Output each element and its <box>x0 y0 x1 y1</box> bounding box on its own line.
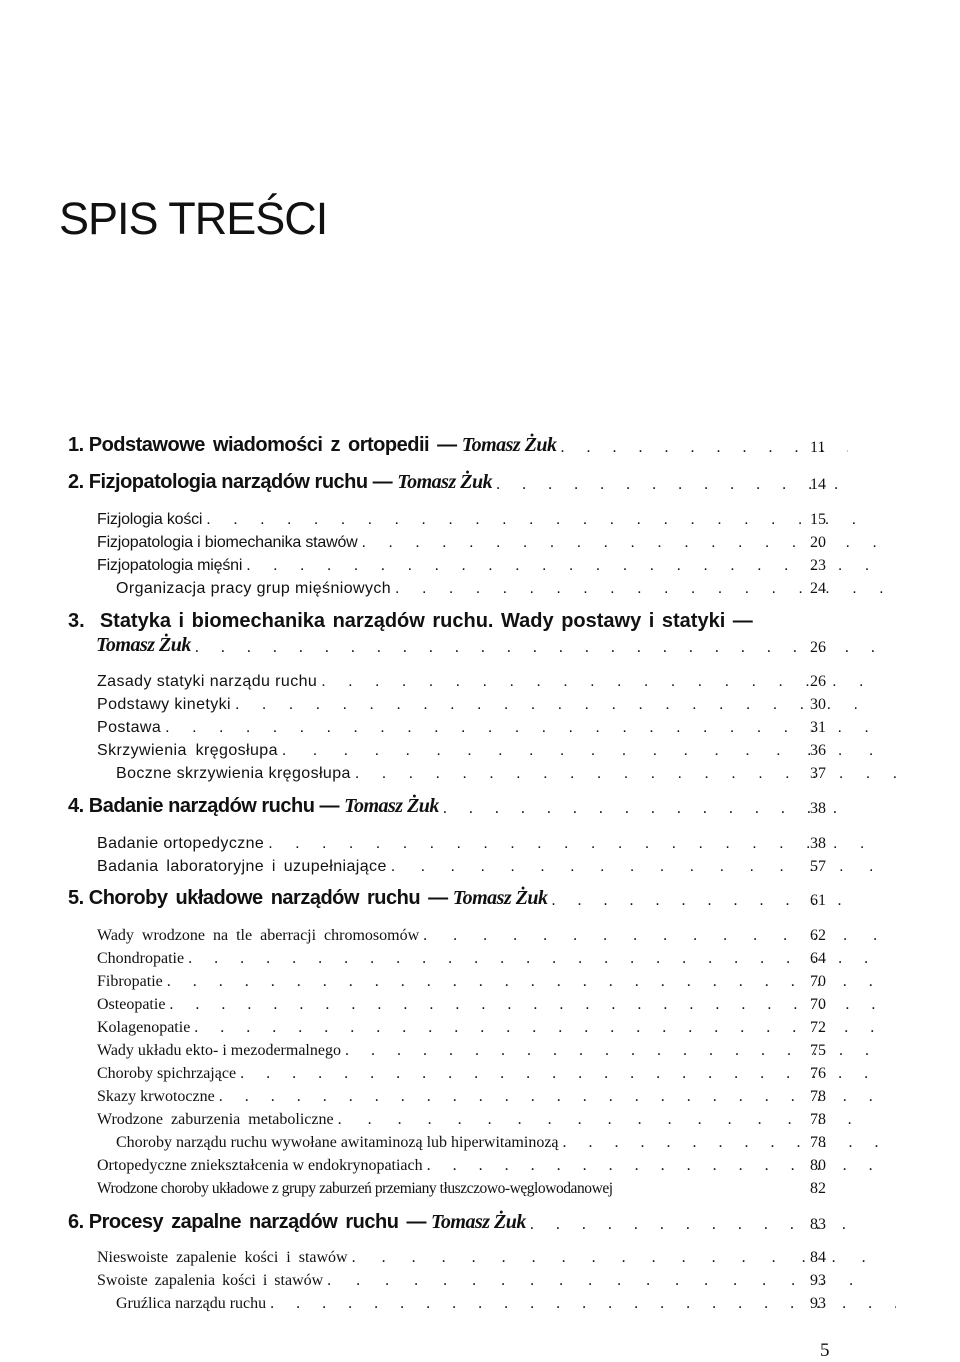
section-title: Wrodzone zaburzenia metaboliczne <box>97 1111 334 1128</box>
toc-subsection[interactable] <box>0 1129 960 1153</box>
chapter-title: Statyka i biomechanika narządów ruchu. Wady postawy i statyki — <box>99 610 753 632</box>
toc-subsection[interactable] <box>0 575 960 599</box>
section-title: Zasady statyki narządu ruchu <box>97 673 318 690</box>
chapter-number: 1. <box>68 434 84 456</box>
chapter-page: 14 <box>810 476 826 493</box>
toc-section[interactable] <box>0 830 960 854</box>
dot-leader <box>195 638 876 658</box>
section-page: 36 <box>810 742 826 759</box>
section-title: Fizjopatologia i biomechanika stawów <box>97 534 358 551</box>
toc-chapter-3[interactable] <box>0 634 960 658</box>
dot-leader <box>188 949 877 969</box>
section-page: 20 <box>810 534 826 551</box>
dot-leader <box>362 533 878 553</box>
toc-section[interactable] <box>0 1060 960 1084</box>
toc-section[interactable] <box>0 968 960 992</box>
chapter-page: 83 <box>810 1216 826 1233</box>
dot-leader <box>321 672 877 692</box>
toc-section[interactable] <box>0 529 960 553</box>
section-title: Boczne skrzywienia kręgosłupa <box>116 765 351 782</box>
section-title: Wrodzone choroby układowe z grupy zaburzeń przemiany tłuszczowo-węglowodanowej <box>97 1180 613 1197</box>
toc-section[interactable] <box>0 1037 960 1061</box>
toc-chapter-6[interactable] <box>0 1211 960 1235</box>
section-page: 84 <box>810 1249 826 1266</box>
chapter-author: Tomasz Żuk <box>461 434 557 456</box>
dot-leader <box>345 1041 877 1061</box>
toc-section[interactable] <box>0 714 960 738</box>
section-page: 75 <box>810 1042 826 1059</box>
toc-section[interactable] <box>0 1175 960 1199</box>
section-page: 64 <box>810 950 826 967</box>
section-page: 76 <box>810 1065 826 1082</box>
chapter-page: 26 <box>810 639 826 656</box>
dot-leader <box>268 834 877 854</box>
section-page: 82 <box>810 1180 826 1197</box>
dot-leader <box>219 1087 877 1107</box>
toc-section[interactable] <box>0 991 960 1015</box>
toc-chapter-1[interactable] <box>0 434 960 458</box>
chapter-number: 5. <box>68 887 84 909</box>
chapter-number: 2. <box>68 471 84 493</box>
toc-chapter-4[interactable] <box>0 795 960 819</box>
dot-leader <box>165 718 877 738</box>
toc-section[interactable] <box>0 552 960 576</box>
section-title: Skazy krwotoczne <box>97 1088 215 1105</box>
dot-leader <box>327 1271 877 1291</box>
chapter-page: 61 <box>810 892 826 909</box>
section-page: 26 <box>810 673 826 690</box>
section-page: 80 <box>810 1157 826 1174</box>
section-title: Skrzywienia kręgosłupa <box>97 742 278 759</box>
dot-leader <box>391 857 877 877</box>
chapter-number: 4. <box>68 795 84 817</box>
toc-section[interactable] <box>0 1152 960 1176</box>
section-page: 57 <box>810 858 826 875</box>
section-page: 93 <box>810 1295 826 1312</box>
section-title: Choroby spichrzające <box>97 1065 237 1082</box>
chapter-author: Tomasz Żuk <box>397 471 493 493</box>
section-page: 78 <box>810 1111 826 1128</box>
section-title: Fizjopatologia mięśni <box>97 557 243 574</box>
section-page: 30 <box>810 696 826 713</box>
page-title: SPIS TREŚCI <box>59 193 328 244</box>
section-title: Fibropatie <box>97 973 163 990</box>
dot-leader <box>246 556 877 576</box>
chapter-title: Badanie narządów ruchu — <box>88 795 340 817</box>
toc-section[interactable] <box>0 668 960 692</box>
chapter-title: Podstawowe wiadomości z ortopedii — <box>88 434 457 456</box>
dot-leader <box>282 741 877 761</box>
toc-subsection[interactable] <box>0 760 960 784</box>
section-page: 38 <box>810 835 826 852</box>
toc-section[interactable] <box>0 1267 960 1291</box>
section-page: 70 <box>810 973 826 990</box>
section-title: Ortopedyczne zniekształcenia w endokrynopatiach <box>97 1157 423 1174</box>
section-page: 78 <box>810 1134 826 1151</box>
chapter-title: Choroby układowe narządów ruchu — <box>88 887 448 909</box>
toc-chapter-3-title-line[interactable] <box>0 608 960 634</box>
chapter-author: Tomasz Żuk <box>96 634 191 656</box>
dot-leader <box>352 1248 877 1268</box>
section-title: Podstawy kinetyki <box>97 696 231 713</box>
toc-section[interactable] <box>0 945 960 969</box>
chapter-page: 38 <box>810 800 826 817</box>
toc-section[interactable] <box>0 691 960 715</box>
section-page: 70 <box>810 996 826 1013</box>
section-title: Organizacja pracy grup mięśniowych <box>116 580 392 597</box>
chapter-title: Fizjopatologia narządów ruchu — <box>88 471 393 493</box>
dot-leader <box>235 695 877 715</box>
section-title: Badanie ortopedyczne <box>97 835 265 852</box>
section-title: Fizjologia kości <box>97 511 203 528</box>
dot-leader <box>561 438 848 458</box>
toc-section[interactable] <box>0 853 960 877</box>
chapter-page: 11 <box>810 439 826 456</box>
page-number: 5 <box>820 1340 830 1361</box>
chapter-author: Tomasz Żuk <box>452 887 548 909</box>
section-title: Wady wrodzone na tle aberracji chromosomów <box>97 927 420 944</box>
chapter-title: Procesy zapalne narządów ruchu — <box>88 1211 426 1233</box>
dot-leader <box>206 510 877 530</box>
dot-leader <box>552 891 848 911</box>
section-page: 78 <box>810 1088 826 1105</box>
chapter-author: Tomasz Żuk <box>344 795 439 817</box>
toc-section[interactable] <box>0 737 960 761</box>
toc-section[interactable] <box>0 1083 960 1107</box>
toc-chapter-5[interactable] <box>0 887 960 911</box>
section-title: Chondropatie <box>97 950 185 967</box>
dot-leader <box>169 995 877 1015</box>
toc-section[interactable] <box>0 922 960 946</box>
section-page: 93 <box>810 1272 826 1289</box>
section-page: 72 <box>810 1019 826 1036</box>
section-page: 62 <box>810 927 826 944</box>
toc-chapter-2[interactable] <box>0 471 960 495</box>
section-title: Gruźlica narządu ruchu <box>116 1295 267 1312</box>
dot-leader <box>338 1110 877 1130</box>
section-title: Nieswoiste zapalenie kości i stawów <box>97 1249 348 1266</box>
section-title: Wady układu ekto- i mezodermalnego <box>97 1042 341 1059</box>
dot-leader <box>530 1215 848 1235</box>
section-title: Postawa <box>97 719 162 736</box>
dot-leader <box>240 1064 877 1084</box>
dot-leader <box>194 1018 877 1038</box>
section-title: Choroby narządu ruchu wywołane awitaminozą lub hiperwitaminozą <box>116 1134 559 1151</box>
toc-section[interactable] <box>0 1014 960 1038</box>
section-title: Swoiste zapalenia kości i stawów <box>97 1272 324 1289</box>
chapter-number: 3. <box>68 610 85 632</box>
dot-leader <box>496 475 848 495</box>
section-page: 37 <box>810 765 826 782</box>
toc-section[interactable] <box>0 506 960 530</box>
section-title: Kolagenopatie <box>97 1019 191 1036</box>
section-page: 23 <box>810 557 826 574</box>
dot-leader <box>167 972 877 992</box>
section-title: Badania laboratoryjne i uzupełniające <box>97 858 387 875</box>
toc-subsection[interactable] <box>0 1290 960 1314</box>
dot-leader <box>423 926 877 946</box>
toc-section[interactable] <box>0 1106 960 1130</box>
section-page: 31 <box>810 719 826 736</box>
section-page: 24 <box>810 580 826 597</box>
chapter-author: Tomasz Żuk <box>431 1211 526 1233</box>
dot-leader <box>443 799 848 819</box>
chapter-number: 6. <box>68 1211 84 1233</box>
dot-leader <box>270 1294 896 1314</box>
section-title: Osteopatie <box>97 996 166 1013</box>
toc-section[interactable] <box>0 1244 960 1268</box>
section-page: 15 <box>810 511 826 528</box>
